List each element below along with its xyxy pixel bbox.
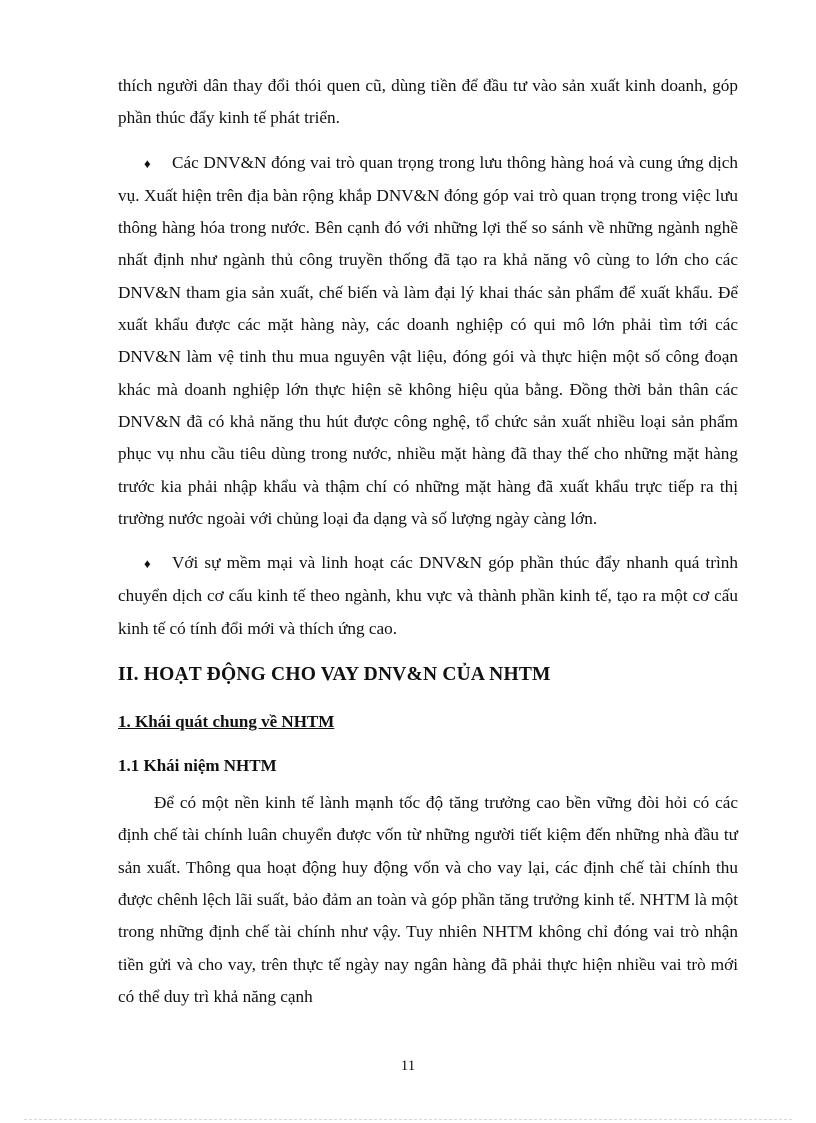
bullet-paragraph-structure xyxy=(118,547,738,645)
diamond-bullet-icon: ♦ xyxy=(144,155,151,171)
bullet-text: Các DNV&N đóng vai trò quan trọng trong lưu thông hàng hoá và cung ứng dịch vụ. Xuất hiện trên địa bàn rộng khắp DNV&N đóng góp vai trò quan trọng trong việc lưu thông hàng hóa trong nước. Bên cạnh đó với những lợi thế so sánh về những ngành nghề nhất định như ngành thủ công truyền thống đã tạo ra khả năng vô cùng to lớn cho các DNV&N tham gia sản xuất, chế biến và làm đại lý khai thác sản phẩm để xuất khẩu. Để xuất khẩu được các mặt hàng này, các doanh nghiệp có qui mô lớn phải tìm tới các DNV&N làm vệ tinh thu mua nguyên vật liệu, đóng gói và thực hiện một số công đoạn khác mà doanh nghiệp lớn thực hiện sẽ không hiệu qủa bằng. Đồng thời bản thân các DNV&N đã có khả năng thu hút được công nghệ, tổ chức sản xuất nhiều loại sản phẩm phục vụ nhu cầu tiêu dùng trong nước, nhiều mặt hàng đã thay thế cho những mặt hàng trước kia phải nhập khẩu và thậm chí có những mặt hàng đã xuất khẩu trực tiếp ra thị trường nước ngoài với chủng loại đa dạng và số lượng ngày càng lớn. xyxy=(118,152,738,528)
section-heading: II. HOẠT ĐỘNG CHO VAY DNV&N CỦA NHTM xyxy=(118,664,551,686)
bullet-text: Với sự mềm mại và linh hoạt các DNV&N góp phần thúc đẩy nhanh quá trình chuyển dịch cơ cấu kinh tế theo ngành, khu vực và thành phần kinh tế, tạo ra một cơ cấu kinh tế có tính đổi mới và thích ứng cao. xyxy=(118,553,738,638)
diamond-bullet-icon: ♦ xyxy=(144,556,151,572)
paragraph-continued: thích người dân thay đổi thói quen cũ, dùng tiền để đầu tư vào sản xuất kinh doanh, góp phần thúc đẩy kinh tế phát triển. xyxy=(118,76,738,128)
page-number: 11 xyxy=(400,1058,416,1074)
subsection-heading: 1. Khái quát chung về NHTM xyxy=(118,712,335,732)
paragraph-nhtm-concept: Để có một nền kinh tế lành mạnh tốc độ tăng trưởng cao bền vững đòi hỏi có các định chế tài chính luân chuyển được vốn từ những người tiết kiệm đến những nhà đầu tư sản xuất. Thông qua hoạt động huy động vốn và cho vay lại, các định chế tài chính thu được chênh lệch lãi suất, bảo đảm an toàn và góp phần tăng trưởng kinh tế. NHTM là một trong những định chế tài chính như vậy. Tuy nhiên NHTM không chỉ đóng vai trò nhận tiền gửi và cho vay, trên thực tế ngày nay ngân hàng đã phải thực hiện nhiều vai trò mới có thể duy trì khả năng cạnh xyxy=(118,793,738,1006)
spacer xyxy=(118,135,738,147)
bullet-paragraph-trade xyxy=(118,147,738,536)
spacer xyxy=(118,535,738,547)
subsubsection-heading: 1.1 Khái niệm NHTM xyxy=(118,756,277,776)
document-body xyxy=(118,70,738,1013)
page-bottom-divider xyxy=(24,1119,792,1120)
